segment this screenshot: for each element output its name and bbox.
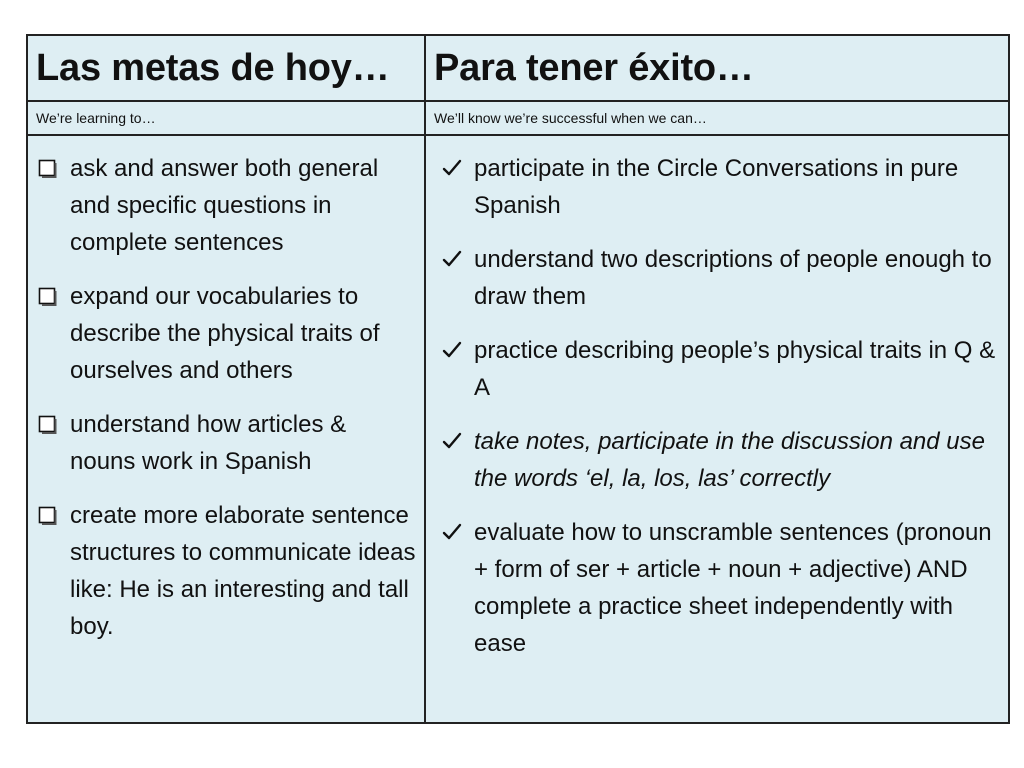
checkbox-square-icon	[38, 159, 58, 179]
right-goals-cell	[425, 135, 1009, 723]
right-subtitle: We’ll know we’re successful when we can…	[434, 110, 707, 126]
checkmark-icon	[442, 340, 462, 360]
success-criteria-list	[426, 144, 1008, 662]
left-subtitle-cell	[27, 101, 425, 135]
success-criterion-item	[434, 332, 1000, 406]
right-subtitle-cell	[425, 101, 1009, 135]
learning-goal-item	[36, 406, 416, 480]
learning-goal-text: expand our vocabularies to describe the physical traits of ourselves and others	[70, 283, 380, 384]
right-title: Para tener éxito…	[434, 47, 754, 89]
success-criterion-item	[434, 150, 1000, 224]
checkmark-icon	[442, 431, 462, 451]
success-criterion-text: practice describing people’s physical traits in Q & A	[474, 337, 996, 401]
checkmark-icon	[442, 522, 462, 542]
learning-goal-item	[36, 497, 416, 645]
checkbox-square-icon	[38, 415, 58, 435]
success-criterion-item	[434, 241, 1000, 315]
learning-goal-item	[36, 278, 416, 389]
goals-table	[26, 34, 1010, 724]
success-criterion-text: participate in the Circle Conversations in pure Spanish	[474, 155, 959, 219]
success-criterion-item	[434, 514, 1000, 662]
success-criterion-text: take notes, participate in the discussion and use the words ‘el, la, los, las’ correctly	[474, 428, 985, 492]
learning-goal-item	[36, 150, 416, 261]
learning-goal-text: understand how articles & nouns work in Spanish	[70, 411, 347, 475]
left-header-cell	[27, 35, 425, 101]
right-header-cell	[425, 35, 1009, 101]
checkmark-icon	[442, 158, 462, 178]
left-subtitle: We’re learning to…	[36, 110, 156, 126]
left-title: Las metas de hoy…	[36, 47, 390, 89]
checkmark-icon	[442, 249, 462, 269]
success-criterion-text: understand two descriptions of people enough to draw them	[474, 246, 992, 310]
learning-goal-text: ask and answer both general and specific questions in complete sentences	[70, 155, 379, 256]
success-criterion-text: evaluate how to unscramble sentences (pronoun + form of ser + article + noun + adjective) AND complete a practice sheet independently with ease	[474, 519, 992, 657]
success-criterion-item	[434, 423, 1000, 497]
learning-goal-text: create more elaborate sentence structures to communicate ideas like: He is an interesting and tall boy.	[70, 502, 416, 640]
checkbox-square-icon	[38, 287, 58, 307]
left-goals-cell	[27, 135, 425, 723]
checkbox-square-icon	[38, 506, 58, 526]
learning-goals-list	[28, 144, 424, 645]
